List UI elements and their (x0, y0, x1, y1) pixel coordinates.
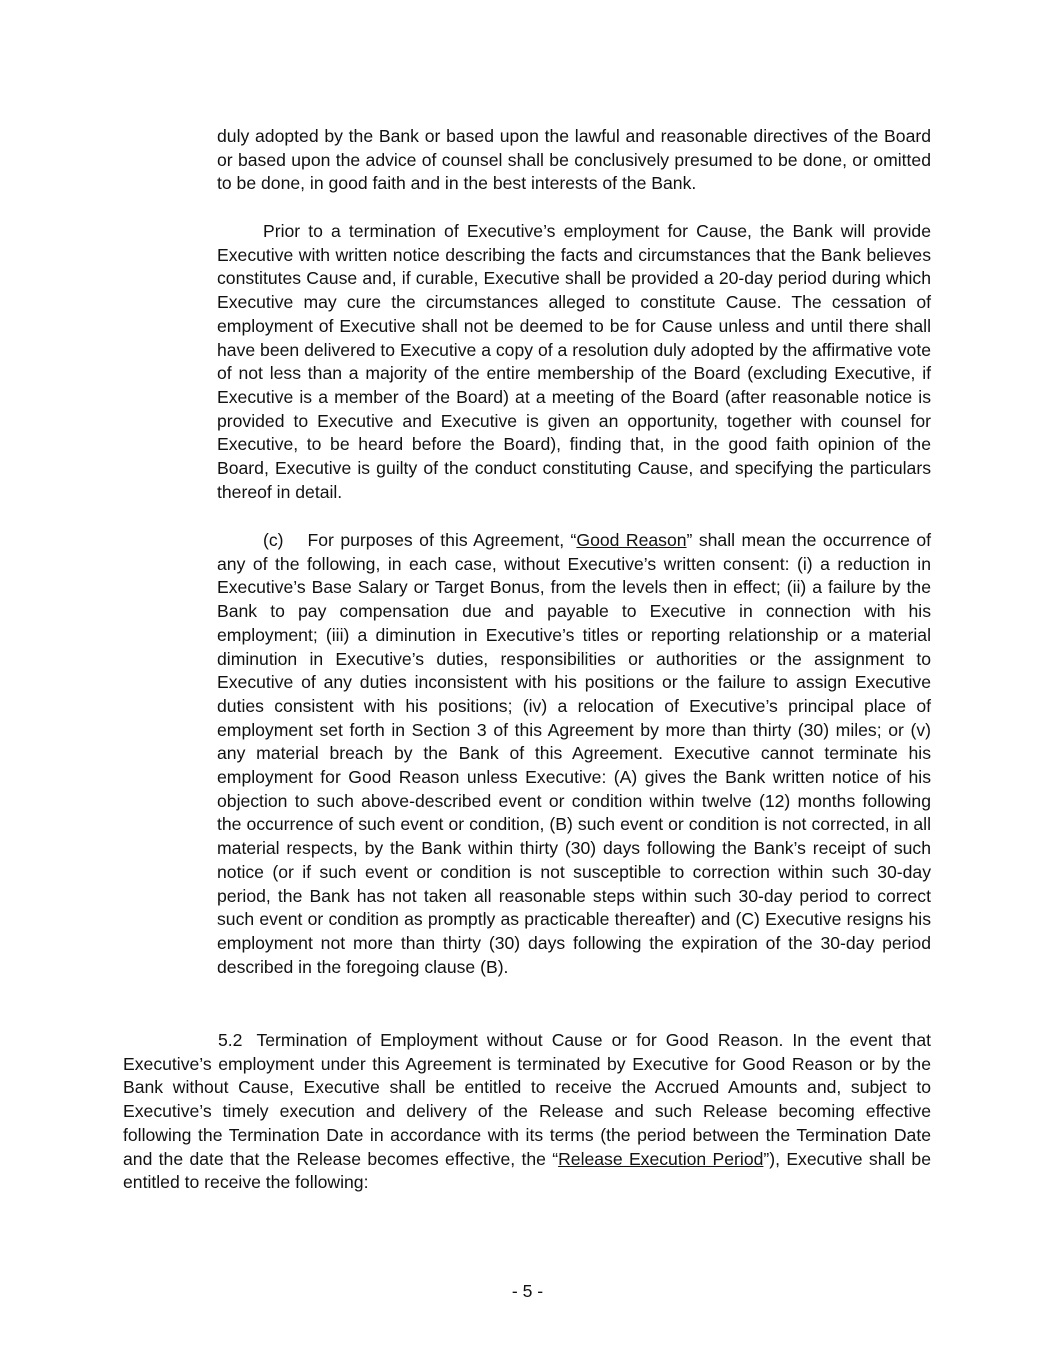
paragraph-cause-notice: Prior to a termination of Executive’s employment for Cause, the Bank will provide Executive with written notice describing the facts and circumstances that the Bank believes constitutes Cause and, if curable, Executive shall be provided a 20-day period during which Executive may cure the circumstances alleged to constitute Cause. The cessation of employment of Executive shall not be deemed to be for Cause unless and until there shall have been delivered to Executive a copy of a resolution duly adopted by the affirmative vote of not less than a majority of the entire membership of the Board (excluding Executive, if Executive is a member of the Board) at a meeting of the Board (after reasonable notice is provided to Executive and Executive is given an opportunity, together with counsel for Executive, to be heard before the Board), finding that, in the good faith opinion of the Board, Executive is guilty of the conduct constituting Cause, and specifying the particulars thereof in detail. (217, 221, 931, 502)
section-number: 5.2 (218, 1030, 243, 1050)
section-tail: ”), Executive shall be entitled to receive the following: (123, 1148, 931, 1193)
paragraph-good-reason (217, 529, 931, 979)
paragraph-continuation: duly adopted by the Bank or based upon the lawful and reasonable directives of the Board or based upon the advice of counsel shall be conclusively presumed to be done, or omitted to be done, in good faith and in the best interests of the Bank. (217, 126, 931, 194)
defined-term-release-execution-period: Release Execution Period (558, 1148, 764, 1169)
section-heading-body: Termination of Employment without Cause or for Good Reason. In the event that Executive’s employment under this Agreement is terminated by Executive for Good Reason or by the Bank without Cause, Executive shall be entitled to receive the Accrued Amounts and, subject to Executive’s timely execution and delivery of the Release and such Release becoming effective following the Termination Date in accordance with its terms (the period between the Termination Date and the date that the Release becomes effective, the “ (123, 1030, 931, 1169)
clause-lead: For purposes of this Agreement, “ (307, 530, 577, 550)
page-number: - 5 - (511, 1281, 544, 1301)
paragraph-section-5-2 (123, 1029, 931, 1195)
clause-body: ” shall mean the occurrence of any of the following, in each case, without Executive’s written consent: (i) a reduction in Executive’s Base Salary or Target Bonus, from the levels then in effect; (ii) a failure by the Bank to pay compensation due and payable to Executive in connection with his employment; (iii) a diminution in Executive’s titles or reporting relationship or a material diminution in Executive’s duties, responsibilities or authorities or the assignment to Executive of any duties inconsistent with his positions or the failure to assign Executive duties consistent with his positions; (iv) a relocation of Executive’s principal place of employment set forth in Section 3 of this Agreement by more than thirty (30) miles; or (v) any material breach by the Bank of this Agreement. Executive cannot terminate his employment for Good Reason unless Executive: (A) gives the Bank written notice of his objection to such above-described event or condition within twelve (12) months following the occurrence of such event or condition, (B) such event or condition is not corrected, in all material respects, by the Bank within thirty (30) days following the Bank’s receipt of such notice (or if such event or condition is not susceptible to correction within such 30-day period, the Bank has not taken all reasonable steps within such 30-day period to correct such event or condition as promptly as practicable thereafter) and (C) Executive resigns his employment not more than thirty (30) days following the expiration of the 30-day period described in the foregoing clause (B). (217, 530, 931, 977)
clause-label: (c) (263, 530, 284, 550)
defined-term-good-reason: Good Reason (576, 530, 687, 550)
